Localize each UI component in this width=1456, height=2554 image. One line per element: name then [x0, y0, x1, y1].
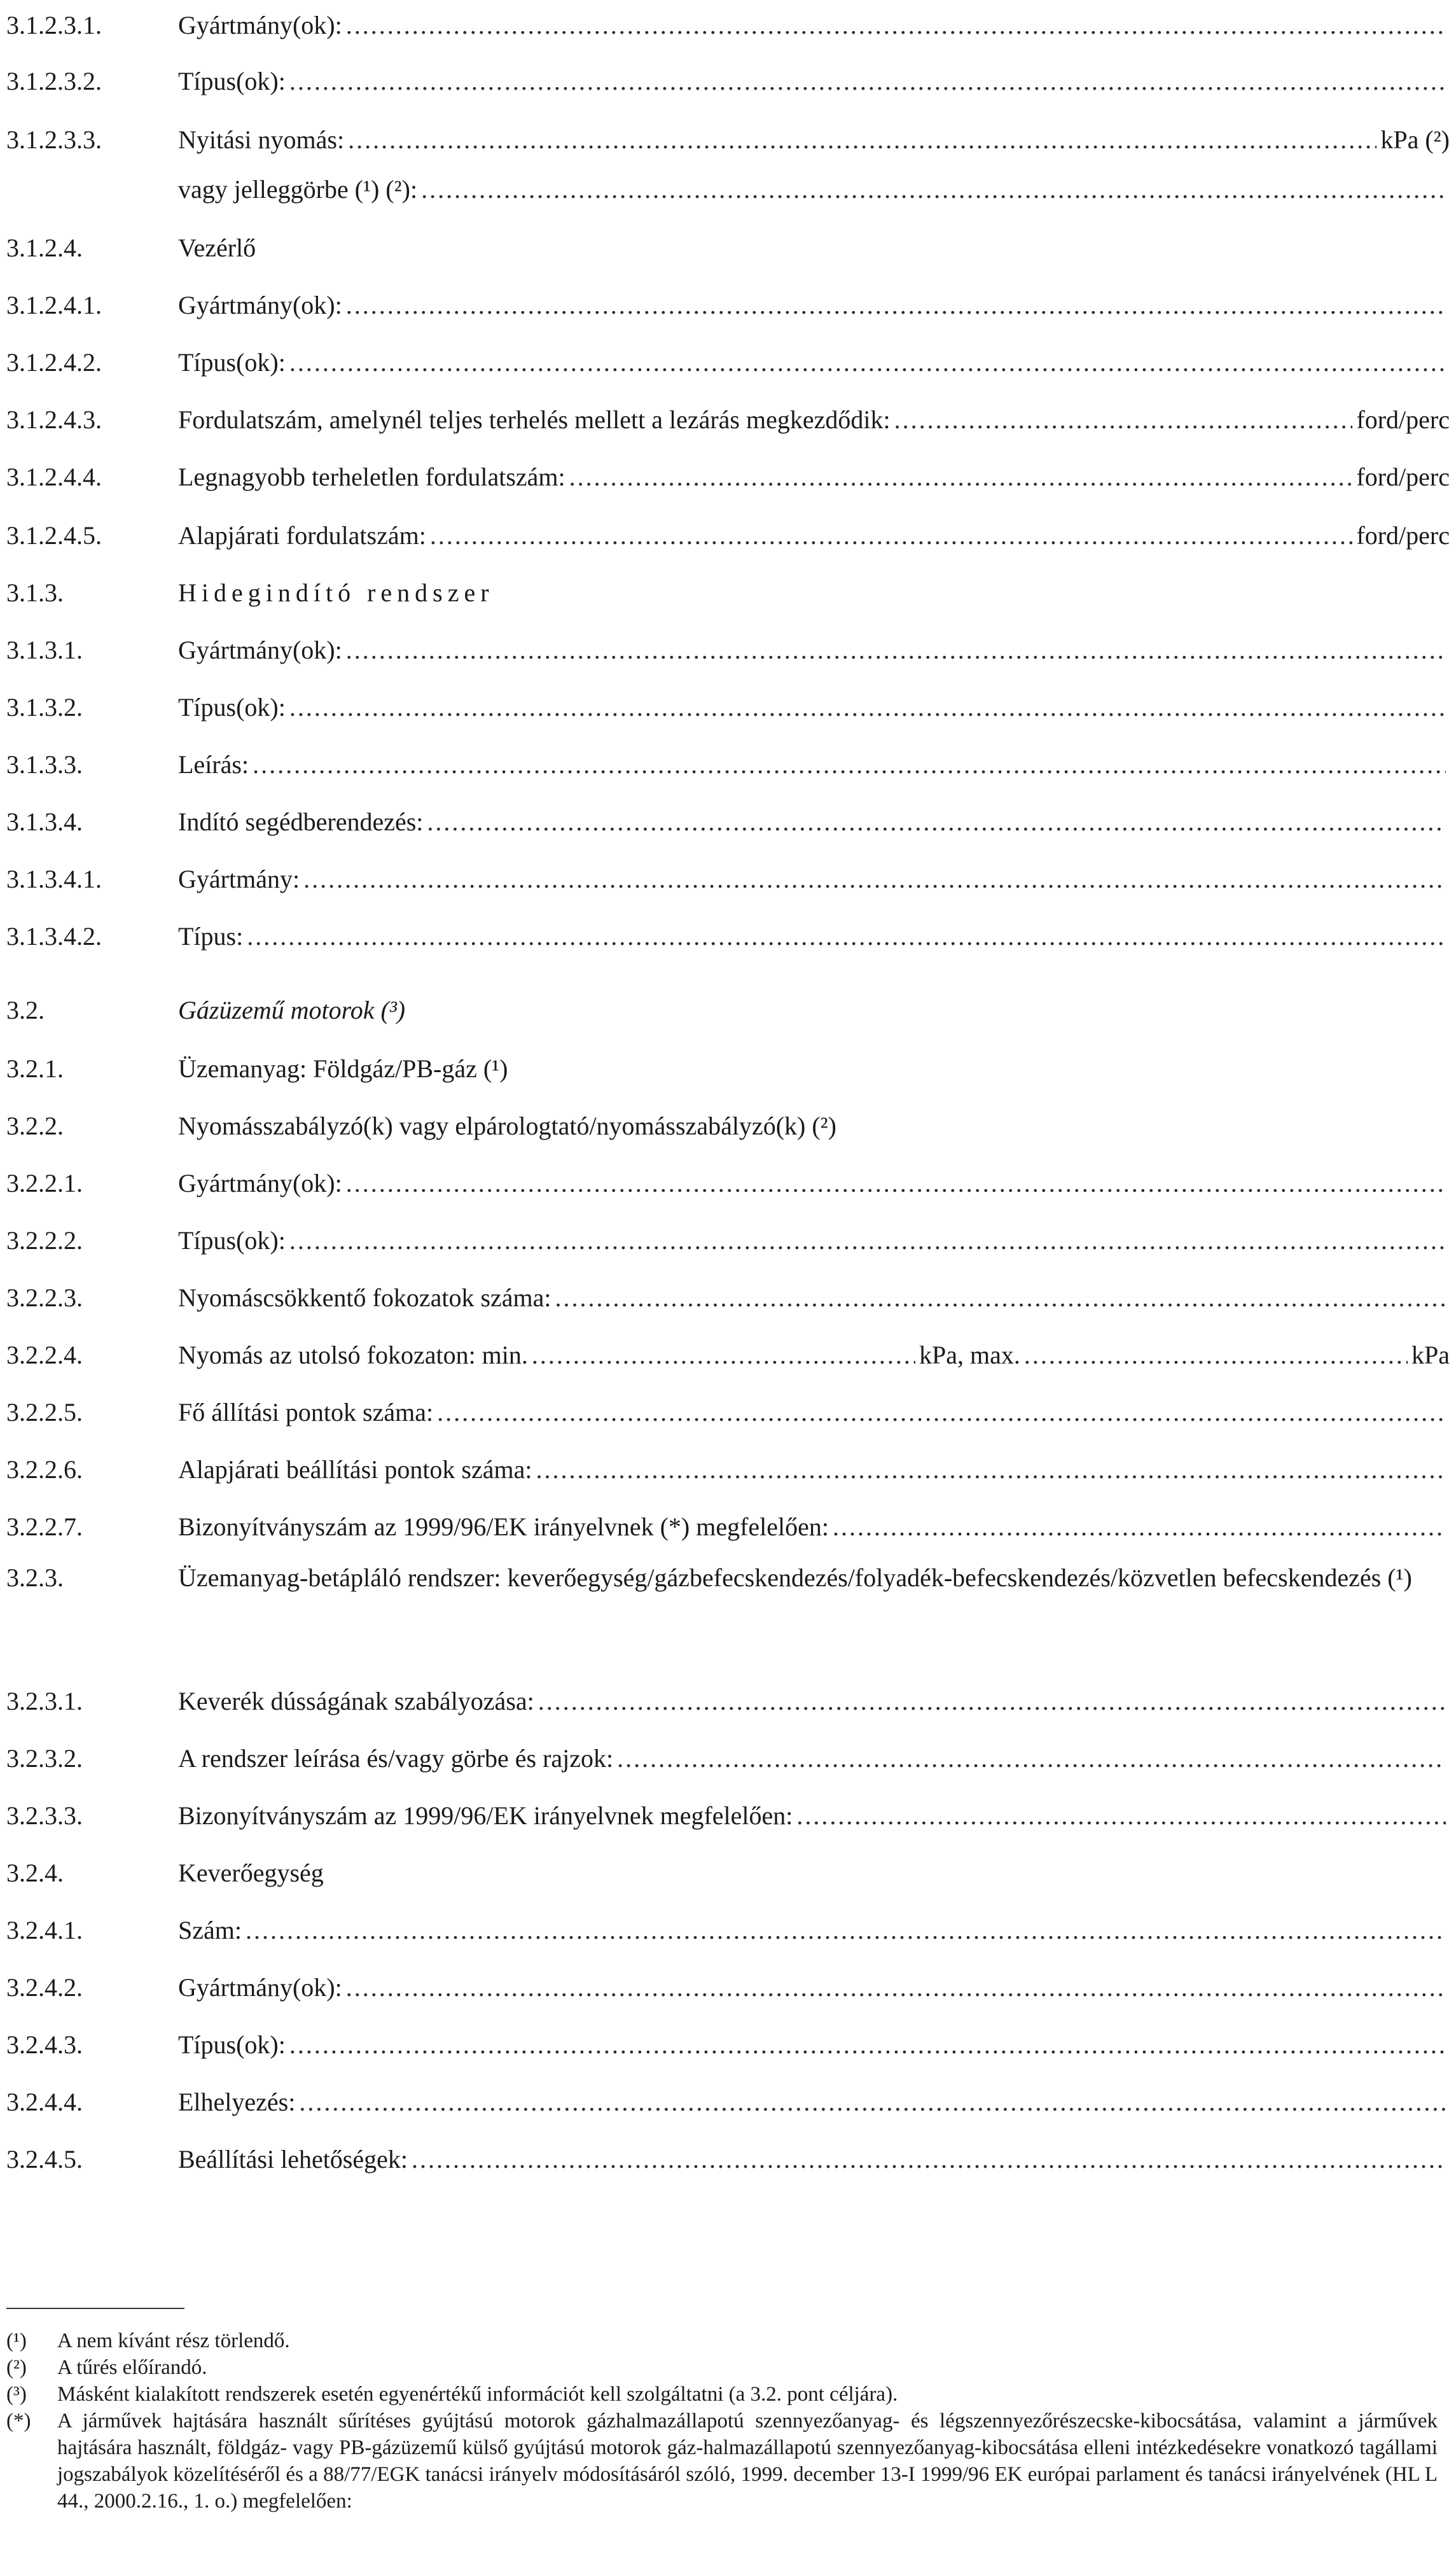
form-row [0, 1797, 1456, 1835]
item-number: 3.2.2.1. [6, 1169, 83, 1197]
form-row-3-2-3 [0, 1559, 1456, 1635]
item-label: Nyomáscsökkentő fokozatok száma: [178, 1283, 551, 1312]
item-number: 3.2.2.3. [6, 1283, 83, 1312]
form-row [0, 1107, 1456, 1145]
fill-in-line[interactable] [1024, 1336, 1408, 1374]
form-row [0, 574, 1456, 612]
item-label: Hidegindító rendszer [178, 578, 494, 607]
fill-in-line[interactable] [833, 1508, 1446, 1546]
item-number: 3.1.2.3.1. [6, 11, 102, 39]
inline-unit: kPa, max. [919, 1341, 1020, 1369]
item-number: 3.1.3. [6, 578, 64, 607]
form-row [0, 631, 1456, 669]
form-row [0, 1222, 1456, 1260]
item-number: 3.2.4.4. [6, 2088, 83, 2116]
item-text: Üzemanyag-betápláló rendszer: keverőegység/gázbefecskendezés/folyadék-befecskendezés/közvetlen befecskendezés (¹) [178, 1563, 1412, 1592]
item-number: 3.1.2.4. [6, 234, 83, 262]
fill-in-line[interactable] [421, 171, 1446, 209]
item-label: Típus(ok): [178, 348, 286, 377]
item-label: Beállítási lehetőségek: [178, 2145, 408, 2174]
form-row [0, 62, 1456, 101]
item-label: Típus(ok): [178, 693, 286, 722]
item-label: Keverék dússágának szabályozása: [178, 1687, 534, 1715]
item-number: 3.2.4.1. [6, 1916, 83, 1944]
fill-in-line[interactable] [346, 1969, 1446, 2007]
item-number: 3.2.4.3. [6, 2030, 83, 2059]
fill-in-line[interactable] [346, 1164, 1446, 1203]
form-row [0, 1336, 1456, 1374]
item-number: 3.1.2.4.5. [6, 521, 102, 550]
item-number: 3.2.3. [6, 1563, 64, 1592]
item-label: Szám: [178, 1916, 242, 1944]
item-number: 3.2.3.3. [6, 1801, 83, 1830]
footnote-separator [6, 2308, 184, 2309]
footnote-mark: (*) [6, 2410, 31, 2432]
form-row [0, 860, 1456, 898]
form-row [0, 746, 1456, 784]
unit-label: ford/perc [1356, 521, 1450, 550]
item-number: 3.2.3.1. [6, 1687, 83, 1715]
fill-in-line[interactable] [289, 344, 1446, 382]
fill-in-line[interactable] [253, 746, 1446, 784]
item-label: Gyártmány(ok): [178, 291, 342, 319]
form-row [0, 2083, 1456, 2121]
item-number: 3.2.4.2. [6, 1973, 83, 2002]
item-label: Gyártmány: [178, 865, 300, 893]
form-row [0, 401, 1456, 439]
item-number: 3.1.3.1. [6, 636, 83, 664]
form-row [0, 517, 1456, 555]
form-row [0, 1682, 1456, 1720]
footnote-text: A tűrés előírandó. [57, 2356, 207, 2379]
form-row [0, 286, 1456, 324]
fill-in-line[interactable] [289, 62, 1446, 101]
item-label: Indító segédberendezés: [178, 807, 424, 836]
item-number: 3.1.2.3.3. [6, 125, 102, 154]
item-number: 3.2.2.2. [6, 1226, 83, 1255]
form-row [0, 1164, 1456, 1203]
fill-in-line[interactable] [289, 2026, 1446, 2064]
form-row [0, 1911, 1456, 1950]
form-row [0, 803, 1456, 841]
unit-label: kPa [1411, 1341, 1450, 1369]
fill-in-line[interactable] [412, 2140, 1446, 2179]
fill-in-line[interactable] [346, 631, 1446, 669]
item-number: 3.2.1. [6, 1054, 64, 1083]
item-label: Típus(ok): [178, 67, 286, 95]
form-row [0, 1740, 1456, 1778]
item-number: 3.1.2.4.3. [6, 405, 102, 434]
item-label: Gyártmány(ok): [178, 11, 342, 39]
item-label: Fordulatszám, amelynél teljes terhelés mellett a lezárás megkezdődik: [178, 405, 891, 434]
item-label: Vezérlő [178, 234, 256, 262]
item-label: Alapjárati beállítási pontok száma: [178, 1455, 532, 1484]
item-number: 3.1.2.4.2. [6, 348, 102, 377]
form-row [0, 458, 1456, 496]
item-label: Alapjárati fordulatszám: [178, 521, 426, 550]
item-number: 3.2.2.7. [6, 1512, 83, 1541]
item-label: Nyomás az utolsó fokozaton: min. [178, 1341, 528, 1369]
form-row [0, 1854, 1456, 1892]
form-row [0, 1050, 1456, 1088]
fill-in-line[interactable] [569, 458, 1353, 496]
item-number: 3.2.2. [6, 1112, 64, 1140]
item-label: Nyitási nyomás: [178, 125, 345, 154]
form-row [0, 991, 1456, 1029]
item-label: Keverőegység [178, 1859, 324, 1887]
form-row [0, 1279, 1456, 1317]
item-number: 3.1.3.3. [6, 750, 83, 779]
item-number: 3.1.3.4. [6, 807, 83, 836]
item-label: Legnagyobb terheletlen fordulatszám: [178, 463, 565, 491]
form-row [0, 171, 1456, 209]
item-label: Gázüzemű motorok (³) [178, 996, 406, 1024]
item-number: 3.2.4.5. [6, 2145, 83, 2174]
fill-in-line[interactable] [289, 688, 1446, 727]
form-row [0, 2140, 1456, 2179]
fill-in-line[interactable] [532, 1336, 915, 1374]
fill-in-line[interactable] [536, 1451, 1446, 1489]
footnote-text: A nem kívánt rész törlendő. [57, 2329, 290, 2352]
fill-in-line[interactable] [346, 6, 1446, 45]
item-label: Gyártmány(ok): [178, 1169, 342, 1197]
fill-in-line[interactable] [348, 121, 1376, 159]
item-label: A rendszer leírása és/vagy görbe és rajzok: [178, 1744, 614, 1773]
footnote-mark: (¹) [6, 2329, 27, 2352]
item-label: Leírás: [178, 750, 249, 779]
form-row [0, 121, 1456, 159]
form-row [0, 229, 1456, 267]
fill-in-line[interactable] [617, 1740, 1446, 1778]
fill-in-line[interactable] [303, 860, 1446, 898]
unit-label: kPa (²) [1380, 125, 1450, 154]
fill-in-line[interactable] [427, 803, 1446, 841]
fill-in-line[interactable] [346, 286, 1446, 324]
item-number: 3.1.3.4.2. [6, 922, 102, 951]
item-label: Üzemanyag: Földgáz/PB-gáz (¹) [178, 1054, 508, 1083]
form-row [0, 6, 1456, 45]
fill-in-line[interactable] [538, 1682, 1446, 1720]
footnote-mark: (³) [6, 2383, 27, 2406]
item-label: vagy jelleggörbe (¹) (²): [178, 175, 418, 204]
footnote-text: Másként kialakított rendszerek esetén egyenértékű információt kell szolgáltatni (a 3.2. pont céljára). [57, 2383, 898, 2406]
item-label: Elhelyezés: [178, 2088, 296, 2116]
item-number: 3.1.2.3.2. [6, 67, 102, 95]
item-number: 3.2. [6, 996, 45, 1024]
item-number: 3.2.3.2. [6, 1744, 83, 1773]
fill-in-line[interactable] [437, 1393, 1446, 1432]
form-row [0, 688, 1456, 727]
form-row [0, 1969, 1456, 2007]
item-number: 3.2.2.4. [6, 1341, 83, 1369]
unit-label: ford/perc [1356, 405, 1450, 434]
item-label: Gyártmány(ok): [178, 1973, 342, 2002]
form-row [0, 1508, 1456, 1546]
item-number: 3.1.3.4.1. [6, 865, 102, 893]
item-label: Bizonyítványszám az 1999/96/EK irányelvnek (*) megfelelően: [178, 1512, 829, 1541]
item-number: 3.2.4. [6, 1859, 64, 1887]
footnote-text: A járművek hajtására használt sűrítéses gyújtású motorok gázhalmazállapotú szennyezőanyag- és légszennyezőrészecske-kibocsátása, valamint a járművek hajtására használt, földgáz- vagy PB-gázüzemű külső gyújtású motorok gáz-halmazállapotú szennyezőanyag-kibocsátása elleni intézkedésekre vonatkozó tagállami jogszabályok közelítéséről és a 88/77/EGK tanácsi irányelv módosításáról szóló, 1999. december 13-I 1999/96 EK európai parlament és tanácsi irányelvének (HL L 44., 2000.2.16., 1. o.) megfelelően: [57, 2410, 1438, 2513]
item-number: 3.1.2.4.4. [6, 463, 102, 491]
footnote-mark: (²) [6, 2356, 27, 2379]
item-number: 3.2.2.6. [6, 1455, 83, 1484]
form-row [0, 344, 1456, 382]
item-label: Típus(ok): [178, 2030, 286, 2059]
item-number: 3.2.2.5. [6, 1398, 83, 1427]
item-label: Fő állítási pontok száma: [178, 1398, 434, 1427]
form-row [0, 1451, 1456, 1489]
item-label: Bizonyítványszám az 1999/96/EK irányelvnek megfelelően: [178, 1801, 793, 1830]
fill-in-line[interactable] [796, 1797, 1446, 1835]
fill-in-line[interactable] [299, 2083, 1446, 2121]
fill-in-line[interactable] [894, 401, 1353, 439]
item-label: Típus(ok): [178, 1226, 286, 1255]
fill-in-line[interactable] [430, 517, 1353, 555]
fill-in-line[interactable] [289, 1222, 1446, 1260]
form-row [0, 2026, 1456, 2064]
item-label: Nyomásszabályzó(k) vagy elpárologtató/nyomásszabályzó(k) (²) [178, 1112, 836, 1140]
item-number: 3.1.3.2. [6, 693, 83, 722]
item-label: Gyártmány(ok): [178, 636, 342, 664]
unit-label: ford/perc [1356, 463, 1450, 491]
fill-in-line[interactable] [555, 1279, 1446, 1317]
item-label: Típus: [178, 922, 244, 951]
fill-in-line[interactable] [246, 1911, 1446, 1950]
form-row [0, 918, 1456, 956]
item-number: 3.1.2.4.1. [6, 291, 102, 319]
fill-in-line[interactable] [247, 918, 1446, 956]
form-row [0, 1393, 1456, 1432]
